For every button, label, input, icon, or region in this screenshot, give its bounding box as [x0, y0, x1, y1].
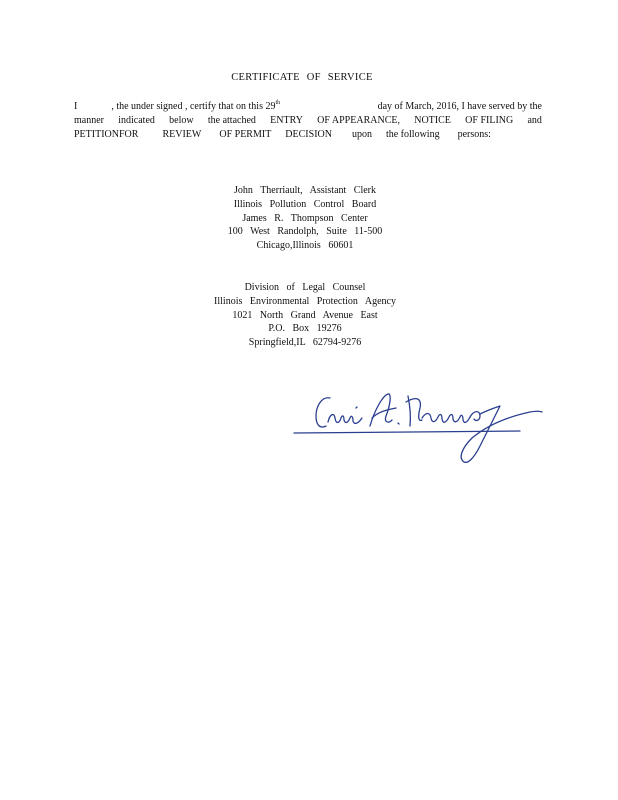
- line1-ordinal-suffix: th: [275, 100, 281, 106]
- line2-word: the attached: [207, 115, 256, 126]
- line1-pronoun: I: [74, 101, 78, 112]
- address-line: P.O. Box 19276: [268, 323, 342, 335]
- address-line: Illinois Pollution Control Board: [233, 198, 377, 210]
- line2-word: NOTICE: [414, 115, 451, 126]
- document-title: CERTIFICATE OF SERVICE: [231, 72, 373, 83]
- paragraph-line-1: [74, 100, 542, 114]
- address-line: Chicago,Illinois 60601: [256, 240, 354, 252]
- line2-word: indicated: [118, 115, 155, 126]
- line3-word: persons:: [457, 129, 491, 140]
- recipient-address-block: [0, 184, 610, 253]
- certification-paragraph: [74, 100, 542, 142]
- address-line: John Therriault, Assistant Clerk: [233, 185, 377, 196]
- address-line: 100 West Randolph, Suite 11-500: [227, 226, 383, 238]
- line2-word: manner: [74, 115, 104, 126]
- handwritten-signature: [292, 372, 552, 472]
- address-line: Springfield,IL 62794-9276: [248, 337, 362, 349]
- line3-word: REVIEW: [162, 129, 202, 140]
- paragraph-line-3: [74, 128, 542, 142]
- line2-word: OF FILING: [465, 115, 514, 126]
- line3-word: OF PERMIT: [219, 129, 272, 140]
- address-line: Illinois Environmental Protection Agency: [214, 295, 396, 307]
- line3-word: DECISION: [285, 129, 332, 140]
- line3-word: the following: [385, 129, 440, 140]
- address-line: 1021 North Grand Avenue East: [232, 309, 378, 321]
- line3-word: upon: [351, 129, 372, 140]
- line1-certify-text: , the under signed , certify that on this 29: [111, 101, 276, 112]
- line2-word: OF APPEARANCE,: [317, 115, 400, 126]
- line1-served-text: day of March, 2016, I have served by the: [377, 101, 542, 112]
- paragraph-line-2: [74, 114, 542, 128]
- line2-word: below: [169, 115, 194, 126]
- recipient-address-block: [0, 281, 610, 350]
- line2-word: ENTRY: [270, 115, 303, 126]
- line2-word: and: [527, 115, 542, 126]
- address-line: Division of Legal Counsel: [244, 282, 366, 293]
- line3-word: PETITIONFOR: [74, 129, 139, 140]
- address-line: James R. Thompson Center: [242, 212, 368, 224]
- line1-text: [77, 100, 377, 114]
